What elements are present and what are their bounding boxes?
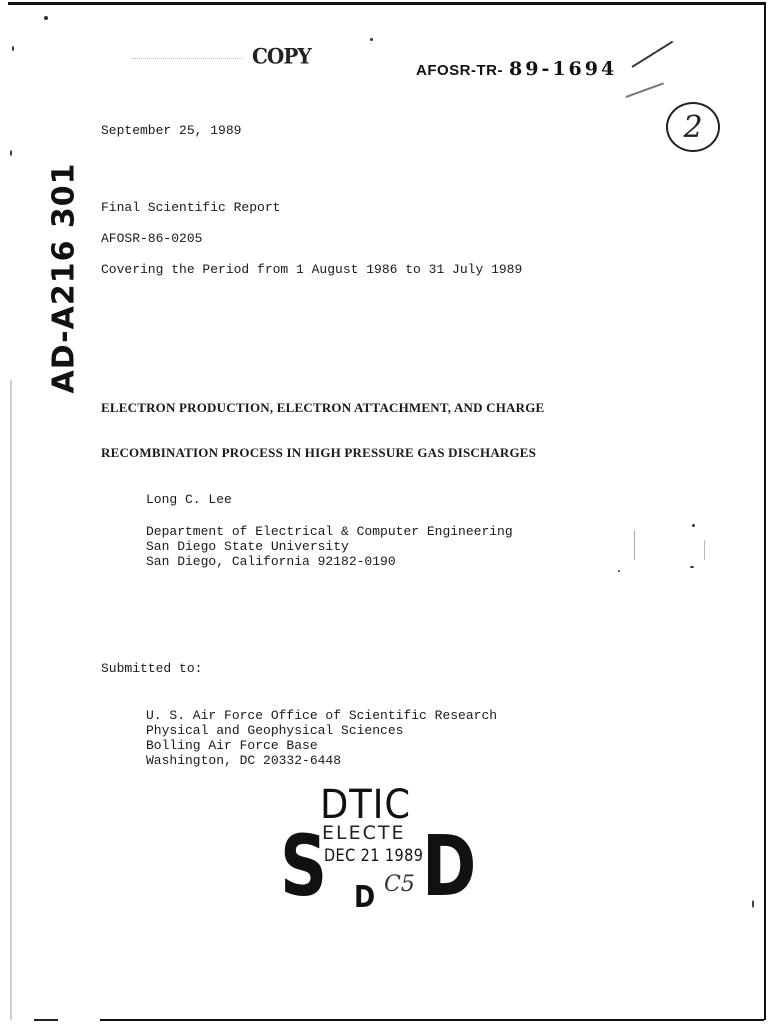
scan-mark <box>634 530 635 560</box>
dtic-stamp-handwritten-initial: C5 <box>384 872 415 897</box>
scan-edge-left <box>10 380 12 1020</box>
submitted-label: Submitted to: <box>101 661 203 676</box>
scan-speck <box>690 566 694 568</box>
scan-speck <box>12 46 14 51</box>
accession-number: AD-A216 301 <box>46 162 82 394</box>
scan-speck <box>692 524 695 527</box>
scan-edge-top <box>8 2 764 5</box>
report-number-prefix: AFOSR-TR- <box>416 62 503 79</box>
scan-speck <box>618 570 620 572</box>
dtic-stamp-small-d: D <box>354 880 376 915</box>
author-university: San Diego State University <box>146 539 349 554</box>
copy-stamp: COPY <box>252 43 311 69</box>
dtic-stamp-date: DEC 21 1989 <box>324 846 424 866</box>
scan-edge-bottom <box>100 1019 764 1021</box>
agency-line: Physical and Geophysical Sciences <box>146 723 404 738</box>
handwritten-slash <box>631 41 673 68</box>
report-number <box>416 58 617 80</box>
author-department: Department of Electrical & Computer Engineering <box>146 524 513 539</box>
report-period: Covering the Period from 1 August 1986 to 31 July 1989 <box>101 262 523 277</box>
agency-line: Washington, DC 20332-6448 <box>146 753 342 768</box>
dtic-stamp-word: DTIC <box>320 782 412 828</box>
dtic-stamp-s: S <box>280 817 328 915</box>
scan-speck <box>44 16 48 20</box>
agency-line: U. S. Air Force Office of Scientific Research <box>146 708 498 723</box>
report-title-line: RECOMBINATION PROCESS IN HIGH PRESSURE GAS DISCHARGES <box>101 445 537 460</box>
dtic-stamp <box>280 782 477 922</box>
report-date: September 25, 1989 <box>101 123 242 138</box>
scan-speck <box>370 38 373 41</box>
report-title <box>101 370 544 490</box>
scan-speck <box>752 900 754 908</box>
author-name: Long C. Lee <box>146 492 232 507</box>
report-type: Final Scientific Report <box>101 200 281 215</box>
author-city: San Diego, California 92182-0190 <box>146 554 396 569</box>
dtic-stamp-electe: ELECTE <box>322 822 406 844</box>
scan-edge-right <box>764 2 766 1020</box>
report-title-line: ELECTRON PRODUCTION, ELECTRON ATTACHMENT, AND CHARGE <box>101 400 545 415</box>
grant-number: AFOSR-86-0205 <box>101 231 203 246</box>
scan-speck <box>10 150 12 156</box>
report-number-value: 89-1694 <box>509 58 618 80</box>
dtic-stamp-d: D <box>422 817 477 915</box>
handwritten-slash <box>626 82 664 98</box>
scan-mark <box>704 540 705 560</box>
faint-stamp-text <box>132 58 242 69</box>
agency-line: Bolling Air Force Base <box>146 738 318 753</box>
scan-edge-bottom-left <box>34 1019 58 1021</box>
circled-copy-number: 2 <box>666 102 720 152</box>
